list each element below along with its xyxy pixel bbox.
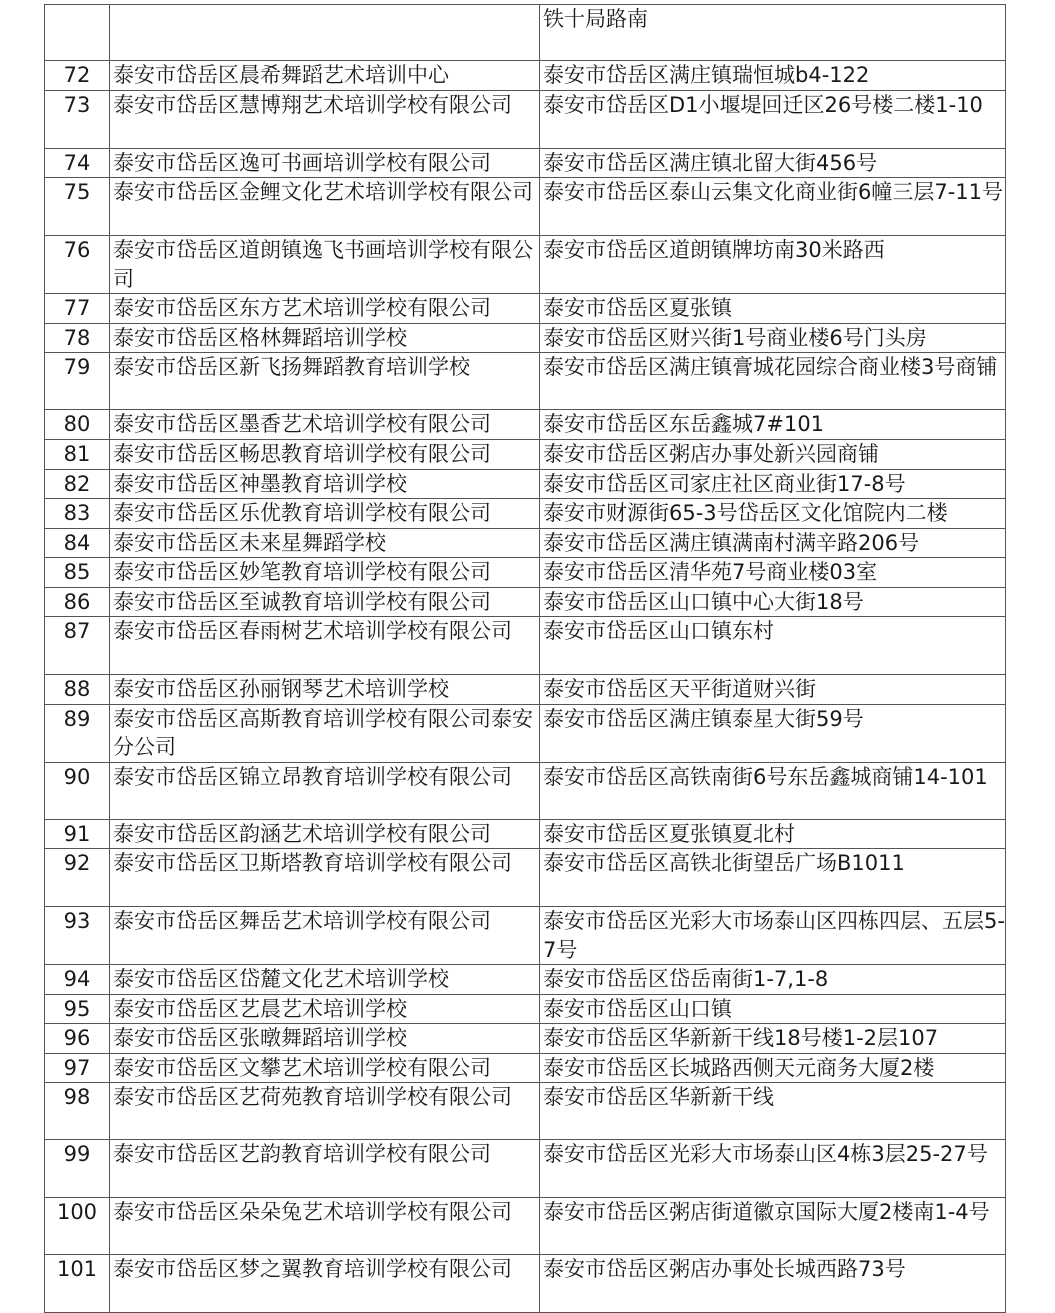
school-address-cell: 铁十局路南 [540,5,1006,61]
table-row [45,965,1006,995]
school-address-cell: 泰安市岱岳区夏张镇 [540,294,1006,324]
school-address-cell: 泰安市岱岳区光彩大市场泰山区四栋四层、五层5-7号 [540,907,1006,965]
school-address-cell: 泰安市岱岳区满庄镇北留大街456号 [540,148,1006,178]
row-number-cell: 93 [45,907,110,965]
row-number-cell: 88 [45,675,110,705]
row-number-cell: 94 [45,965,110,995]
school-address-cell: 泰安市岱岳区满庄镇瑞恒城b4-122 [540,61,1006,91]
row-number-cell: 86 [45,587,110,617]
row-number-cell: 97 [45,1053,110,1083]
table-row [45,762,1006,819]
school-list-table [44,4,1006,1313]
table-row [45,849,1006,907]
school-address-cell: 泰安市岱岳区泰山云集文化商业街6幢三层7-11号 [540,178,1006,236]
school-address-cell: 泰安市岱岳区粥店办事处新兴园商铺 [540,440,1006,470]
school-name-cell: 泰安市岱岳区慧博翔艺术培训学校有限公司 [110,90,540,148]
school-name-cell: 泰安市岱岳区艺韵教育培训学校有限公司 [110,1140,540,1198]
school-name-cell: 泰安市岱岳区妙笔教育培训学校有限公司 [110,558,540,588]
school-name-cell: 泰安市岱岳区孙丽钢琴艺术培训学校 [110,675,540,705]
row-number-cell: 98 [45,1083,110,1140]
row-number-cell: 100 [45,1198,110,1255]
school-name-cell: 泰安市岱岳区锦立昂教育培训学校有限公司 [110,762,540,819]
table-row [45,1198,1006,1255]
row-number-cell: 95 [45,994,110,1024]
row-number-cell: 79 [45,353,110,410]
row-number-cell: 96 [45,1024,110,1054]
school-name-cell [110,5,540,61]
school-name-cell: 泰安市岱岳区韵涵艺术培训学校有限公司 [110,819,540,849]
table-row [45,440,1006,470]
row-number-cell: 81 [45,440,110,470]
table-row [45,294,1006,324]
school-name-cell: 泰安市岱岳区岱麓文化艺术培训学校 [110,965,540,995]
row-number-cell: 78 [45,323,110,353]
row-number-cell: 75 [45,178,110,236]
school-address-cell: 泰安市岱岳区山口镇中心大街18号 [540,587,1006,617]
school-name-cell: 泰安市岱岳区朵朵兔艺术培训学校有限公司 [110,1198,540,1255]
school-address-cell: 泰安市岱岳区满庄镇满南村满辛路206号 [540,528,1006,558]
table-row [45,704,1006,762]
school-name-cell: 泰安市岱岳区逸可书画培训学校有限公司 [110,148,540,178]
table-row [45,1140,1006,1198]
school-name-cell: 泰安市岱岳区金鲤文化艺术培训学校有限公司 [110,178,540,236]
school-name-cell: 泰安市岱岳区畅思教育培训学校有限公司 [110,440,540,470]
school-address-cell: 泰安市岱岳区D1小堰堤回迁区26号楼二楼1-10 [540,90,1006,148]
row-number-cell: 73 [45,90,110,148]
table-row [45,1053,1006,1083]
table-body [45,5,1006,1313]
table-row [45,558,1006,588]
table-row [45,617,1006,675]
school-address-cell: 泰安市岱岳区清华苑7号商业楼03室 [540,558,1006,588]
table-row [45,148,1006,178]
school-name-cell: 泰安市岱岳区墨香艺术培训学校有限公司 [110,410,540,440]
school-name-cell: 泰安市岱岳区卫斯塔教育培训学校有限公司 [110,849,540,907]
row-number-cell: 82 [45,469,110,499]
school-address-cell: 泰安市岱岳区道朗镇牌坊南30米路西 [540,236,1006,294]
school-name-cell: 泰安市岱岳区文攀艺术培训学校有限公司 [110,1053,540,1083]
table-row [45,61,1006,91]
table-row [45,90,1006,148]
school-name-cell: 泰安市岱岳区新飞扬舞蹈教育培训学校 [110,353,540,410]
row-number-cell: 91 [45,819,110,849]
table-row [45,907,1006,965]
row-number-cell: 101 [45,1255,110,1313]
school-name-cell: 泰安市岱岳区东方艺术培训学校有限公司 [110,294,540,324]
school-address-cell: 泰安市岱岳区满庄镇膏城花园综合商业楼3号商铺 [540,353,1006,410]
school-name-cell: 泰安市岱岳区道朗镇逸飞书画培训学校有限公司 [110,236,540,294]
school-address-cell: 泰安市岱岳区粥店街道徽京国际大厦2楼南1-4号 [540,1198,1006,1255]
school-name-cell: 泰安市岱岳区神墨教育培训学校 [110,469,540,499]
row-number-cell [45,5,110,61]
school-address-cell: 泰安市岱岳区山口镇 [540,994,1006,1024]
school-name-cell: 泰安市岱岳区张暾舞蹈培训学校 [110,1024,540,1054]
row-number-cell: 92 [45,849,110,907]
school-name-cell: 泰安市岱岳区格林舞蹈培训学校 [110,323,540,353]
school-address-cell: 泰安市岱岳区司家庄社区商业街17-8号 [540,469,1006,499]
school-address-cell: 泰安市岱岳区华新新干线 [540,1083,1006,1140]
school-address-cell: 泰安市岱岳区光彩大市场泰山区4栋3层25-27号 [540,1140,1006,1198]
school-name-cell: 泰安市岱岳区晨希舞蹈艺术培训中心 [110,61,540,91]
school-address-cell: 泰安市岱岳区夏张镇夏北村 [540,819,1006,849]
school-address-cell: 泰安市岱岳区山口镇东村 [540,617,1006,675]
table-row [45,1255,1006,1313]
row-number-cell: 87 [45,617,110,675]
table-row [45,469,1006,499]
school-address-cell: 泰安市财源街65-3号岱岳区文化馆院内二楼 [540,499,1006,529]
row-number-cell: 74 [45,148,110,178]
row-number-cell: 72 [45,61,110,91]
school-name-cell: 泰安市岱岳区乐优教育培训学校有限公司 [110,499,540,529]
table-row [45,528,1006,558]
table-row [45,587,1006,617]
school-address-cell: 泰安市岱岳区长城路西侧天元商务大厦2楼 [540,1053,1006,1083]
table-row [45,1083,1006,1140]
table-row [45,1024,1006,1054]
school-name-cell: 泰安市岱岳区未来星舞蹈学校 [110,528,540,558]
school-name-cell: 泰安市岱岳区艺荷苑教育培训学校有限公司 [110,1083,540,1140]
school-name-cell: 泰安市岱岳区艺晨艺术培训学校 [110,994,540,1024]
table-row [45,323,1006,353]
school-name-cell: 泰安市岱岳区春雨树艺术培训学校有限公司 [110,617,540,675]
table-row [45,994,1006,1024]
row-number-cell: 89 [45,704,110,762]
school-address-cell: 泰安市岱岳区满庄镇泰星大街59号 [540,704,1006,762]
table-row [45,410,1006,440]
table-row [45,675,1006,705]
school-address-cell: 泰安市岱岳区粥店办事处长城西路73号 [540,1255,1006,1313]
school-name-cell: 泰安市岱岳区高斯教育培训学校有限公司泰安分公司 [110,704,540,762]
table-row [45,178,1006,236]
school-address-cell: 泰安市岱岳区高铁南街6号东岳鑫城商铺14-101 [540,762,1006,819]
row-number-cell: 80 [45,410,110,440]
school-address-cell: 泰安市岱岳区财兴街1号商业楼6号门头房 [540,323,1006,353]
row-number-cell: 76 [45,236,110,294]
school-name-cell: 泰安市岱岳区舞岳艺术培训学校有限公司 [110,907,540,965]
school-address-cell: 泰安市岱岳区华新新干线18号楼1-2层107 [540,1024,1006,1054]
row-number-cell: 83 [45,499,110,529]
row-number-cell: 90 [45,762,110,819]
row-number-cell: 85 [45,558,110,588]
school-name-cell: 泰安市岱岳区至诚教育培训学校有限公司 [110,587,540,617]
school-address-cell: 泰安市岱岳区东岳鑫城7#101 [540,410,1006,440]
row-number-cell: 99 [45,1140,110,1198]
table-row [45,353,1006,410]
table-row [45,5,1006,61]
school-address-cell: 泰安市岱岳区高铁北街望岳广场B1011 [540,849,1006,907]
table-row [45,819,1006,849]
row-number-cell: 77 [45,294,110,324]
school-name-cell: 泰安市岱岳区梦之翼教育培训学校有限公司 [110,1255,540,1313]
school-address-cell: 泰安市岱岳区天平街道财兴街 [540,675,1006,705]
table-row [45,499,1006,529]
row-number-cell: 84 [45,528,110,558]
school-address-cell: 泰安市岱岳区岱岳南街1-7,1-8 [540,965,1006,995]
table-row [45,236,1006,294]
